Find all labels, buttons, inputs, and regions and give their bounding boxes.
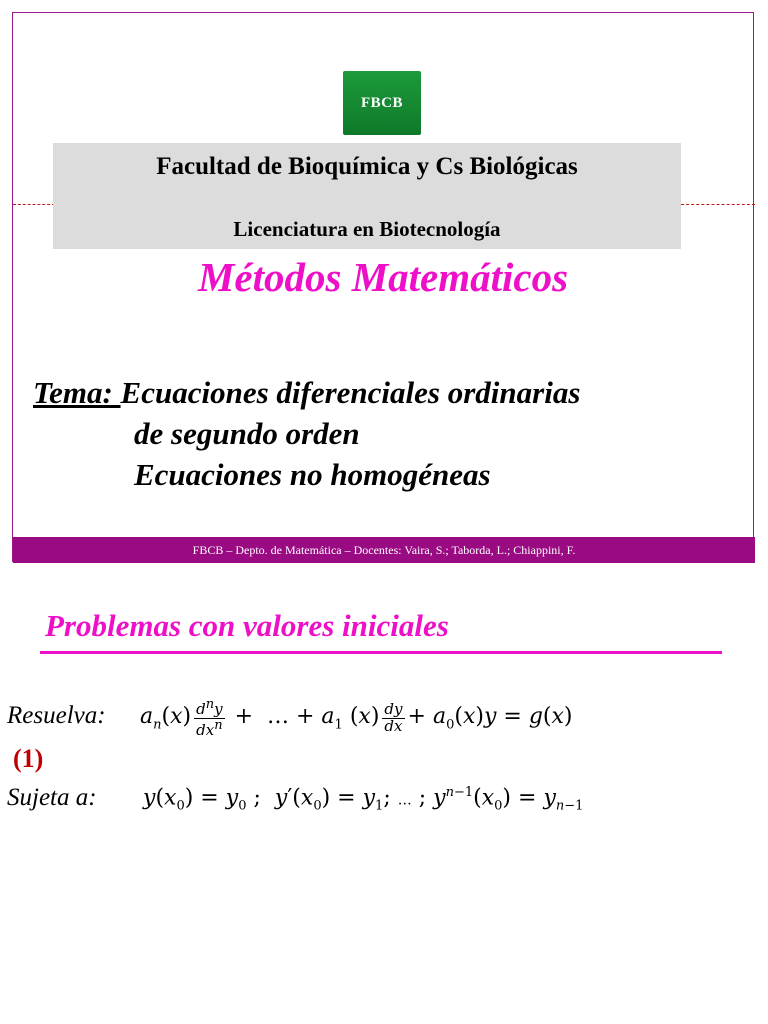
equation-number: (1) <box>13 744 44 773</box>
sujeta-label: Sujeta a: <box>7 784 97 811</box>
topic-line-2: de segundo orden <box>134 416 360 451</box>
resuelva-label: Resuelva: <box>7 702 106 729</box>
topic-line-1 <box>33 375 580 411</box>
faculty-header-box <box>53 143 681 249</box>
footer-text: FBCB – Depto. de Matemática – Docentes: Vaira, S.; Taborda, L.; Chiappini, F. <box>192 542 576 557</box>
differential-equation: $a_n(x)$ $\frac{d^ny}{dx^n}$ + … + $a_1$ (x) $\frac{dy}{dx}$ + $a_0(x)y = g(x)$ <box>140 696 573 739</box>
derivative-fraction-1: $\frac{dy}{dx}$ <box>384 699 403 735</box>
degree-title: Licenciatura en Biotecnología <box>233 217 501 241</box>
section-title: Problemas con valores iniciales <box>45 608 449 643</box>
topic-line-3: Ecuaciones no homogéneas <box>134 457 491 492</box>
topic-label: Tema: <box>33 375 121 410</box>
title-slide <box>12 12 754 562</box>
footer-bar <box>13 537 755 563</box>
faculty-title: Facultad de Bioquímica y Cs Biológicas <box>156 153 578 180</box>
section-underline <box>40 651 722 654</box>
logo-text: FBCB <box>360 94 403 111</box>
initial-conditions: $y(x_0) = y_0$ ; $y'(x_0) = y_1$; … ; $y^{n-1}(x_0) = y_{n-1}$ <box>143 784 584 814</box>
topic-text-1: Ecuaciones diferenciales ordinarias <box>120 375 581 410</box>
fbcb-logo <box>343 71 421 135</box>
derivative-fraction-n: $\frac{d^ny}{dx^n}$ <box>196 696 223 739</box>
dashed-divider-right <box>681 204 755 205</box>
dashed-divider-left <box>13 204 55 205</box>
course-title: Métodos Matemáticos <box>197 254 569 300</box>
